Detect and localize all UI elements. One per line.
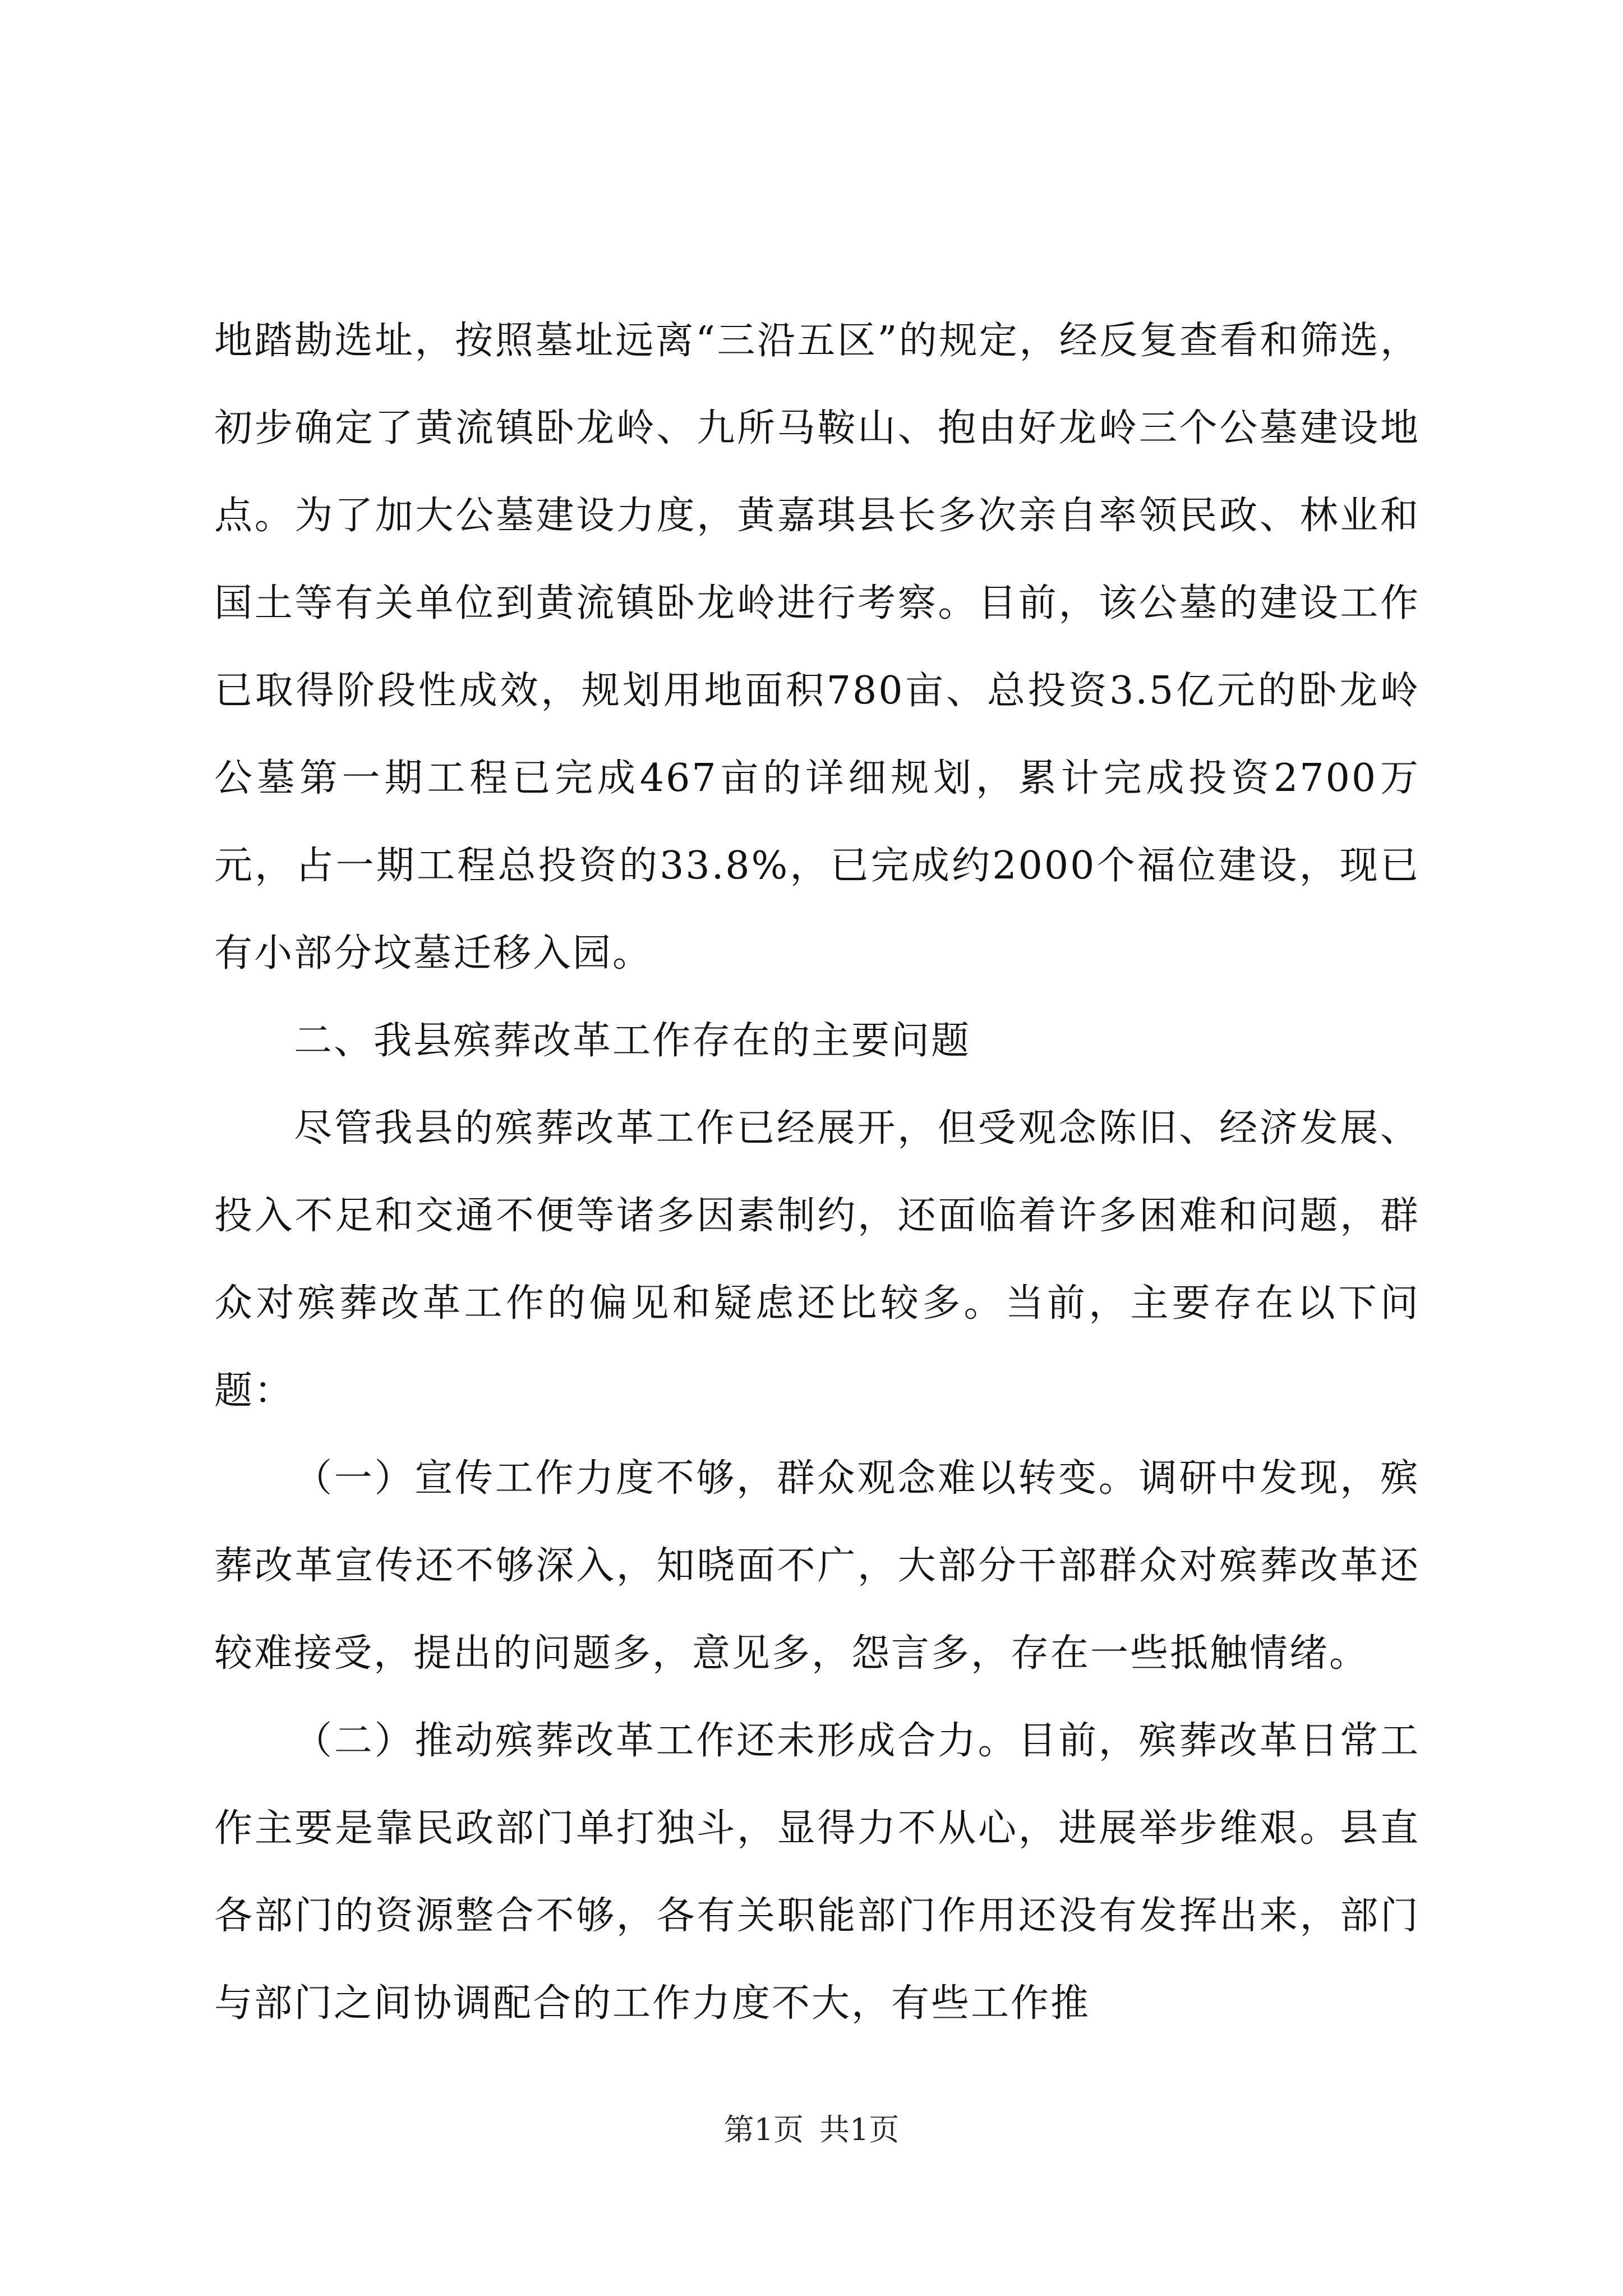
paragraph-continuation: 地踏勘选址，按照墓址远离“三沿五区”的规定，经反复查看和筛选，初步确定了黄流镇卧龙岭、九所马鞍山、抱由好龙岭三个公墓建设地点。为了加大公墓建设力度，黄嘉琪县长多次亲自率领民政、林业和国土等有关单位到黄流镇卧龙岭进行考察。目前，该公墓的建设工作已取得阶段性成效，规划用地面积780亩、总投资3.5亿元的卧龙岭公墓第一期工程已完成467亩的详细规划，累计完成投资2700万元，占一期工程总投资的33.8%，已完成约2000个福位建设，现已有小部分坟墓迁移入园。 [214,319,1420,976]
page-number: 第1页 [723,2112,804,2147]
section-heading: 二、我县殡葬改革工作存在的主要问题 [294,1019,971,1063]
paragraph: 尽管我县的殡葬改革工作已经展开，但受观念陈旧、经济发展、投入不足和交通不便等诸多因素制约，还面临着许多困难和问题，群众对殡葬改革工作的偏见和疑虑还比较多。当前，主要存在以下问题： [214,1106,1420,1413]
document-body [214,297,1420,2047]
page-total: 共1页 [819,2112,900,2147]
paragraph: （二）推动殡葬改革工作还未形成合力。目前，殡葬改革日常工作主要是靠民政部门单打独斗，显得力不从心，进展举步维艰。县直各部门的资源整合不够，各有关职能部门作用还没有发挥出来，部门与部门之间协调配合的工作力度不大，有些工作推 [214,1719,1420,2026]
paragraph: （一）宣传工作力度不够，群众观念难以转变。调研中发现，殡葬改革宣传还不够深入，知晓面不广，大部分干部群众对殡葬改革还较难接受，提出的问题多，意见多，怨言多，存在一些抵触情绪。 [214,1456,1420,1676]
page-footer [0,2110,1623,2150]
